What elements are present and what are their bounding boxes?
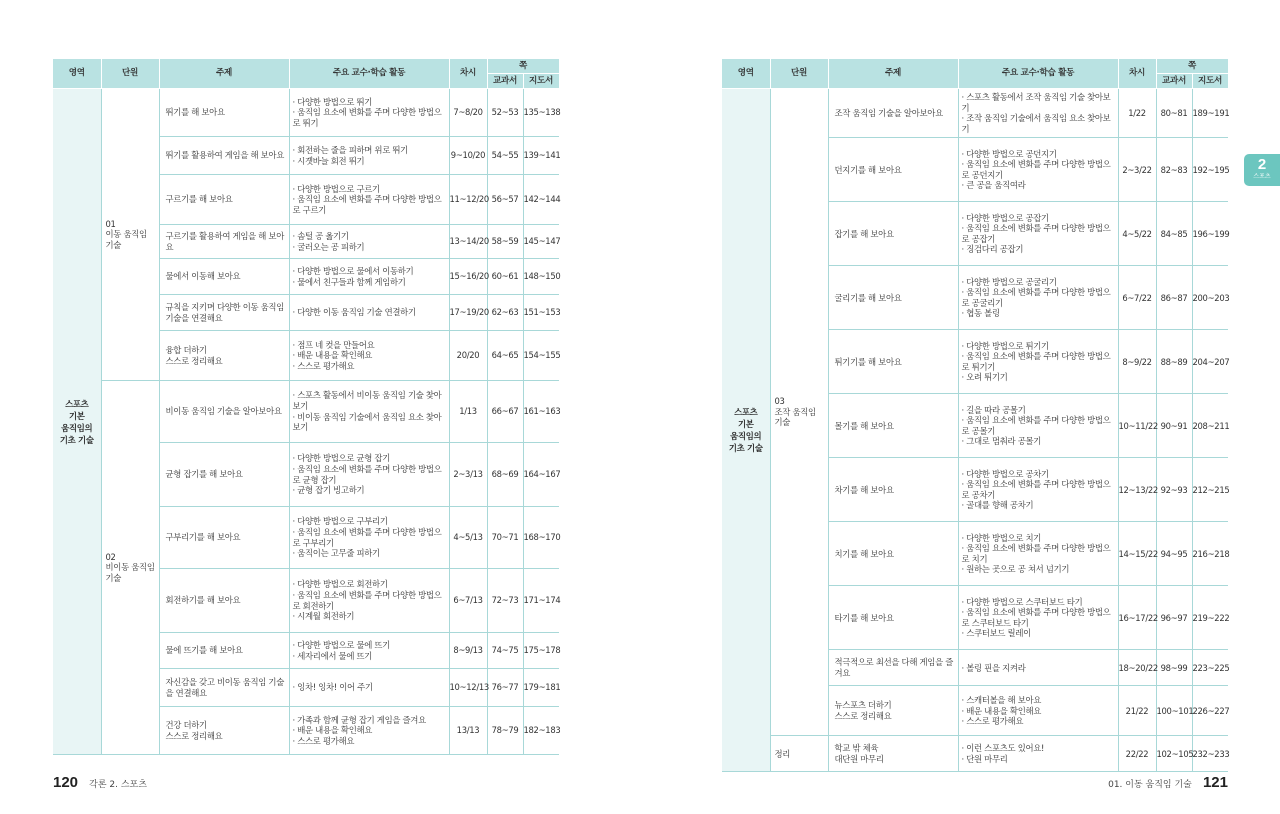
textbook-page-cell: 100~101 <box>1156 686 1192 736</box>
guide-page-cell: 171~174 <box>523 569 559 633</box>
activities-cell <box>289 443 449 507</box>
guide-page-cell: 196~199 <box>1192 202 1228 266</box>
activity-item: · 균형 잡기 빙고하기 <box>292 485 365 496</box>
curriculum-table-right <box>722 58 1229 772</box>
topic-cell: 던지기를 해 보아요 <box>828 138 958 202</box>
activity-item: · 배운 내용을 확인해요 <box>292 350 373 361</box>
sessions-cell: 13/13 <box>449 707 487 755</box>
activity-item: · 시곗바늘 회전 뛰기 <box>292 155 365 166</box>
guide-page-cell: 168~170 <box>523 507 559 569</box>
activity-item: · 스스로 평가해요 <box>961 716 1024 727</box>
topic-cell: 뉴스포츠 더하기 스스로 정리해요 <box>828 686 958 736</box>
activities-cell <box>289 569 449 633</box>
guide-page-cell: 175~178 <box>523 633 559 669</box>
textbook-page-cell: 82~83 <box>1156 138 1192 202</box>
activity-item: · 다양한 방법으로 스쿠터보드 타기 <box>961 596 1083 607</box>
unit-cell: 02 비이동 움직임 기술 <box>101 381 159 755</box>
guide-page-cell: 151~153 <box>523 295 559 331</box>
textbook-page-cell: 66~67 <box>487 381 523 443</box>
activities-cell <box>958 686 1118 736</box>
guide-page-cell: 179~181 <box>523 669 559 707</box>
header-area: 영역 <box>53 59 101 89</box>
activities-cell <box>958 394 1118 458</box>
sessions-cell: 2~3/22 <box>1118 138 1156 202</box>
activity-item: · 원하는 곳으로 공 쳐서 넘기기 <box>961 564 1070 575</box>
activity-item: · 움직임 요소에 변화를 주며 다양한 방법으로 균형 잡기 <box>292 463 442 485</box>
textbook-page-cell: 58~59 <box>487 225 523 259</box>
activity-item: · 다양한 방법으로 균형 잡기 <box>292 453 391 464</box>
topic-cell: 구르기를 활용하여 게임을 해 보아요 <box>159 225 289 259</box>
topic-cell: 차기를 해 보아요 <box>828 458 958 522</box>
guide-page-cell: 135~138 <box>523 89 559 137</box>
activities-cell <box>289 633 449 669</box>
guide-page-cell: 142~144 <box>523 175 559 225</box>
header-activities: 주요 교수·학습 활동 <box>958 59 1118 89</box>
activity-item: · 시계월 회전하기 <box>292 611 355 622</box>
unit-cell: 01 이동 움직임 기술 <box>101 89 159 381</box>
activity-item: · 다양한 이동 움직임 기술 연결하기 <box>292 307 416 318</box>
activity-item: · 오려 튀기기 <box>961 372 1008 383</box>
activity-item: · 다양한 방법으로 구부리기 <box>292 516 388 527</box>
header-page: 쪽 <box>1156 59 1228 74</box>
topic-cell: 비이동 움직임 기술을 알아보아요 <box>159 381 289 443</box>
activity-item: · 굴러오는 공 피하기 <box>292 241 365 252</box>
sessions-cell: 18~20/22 <box>1118 650 1156 686</box>
activity-item: · 징검다리 공잡기 <box>961 244 1024 255</box>
textbook-page-cell: 98~99 <box>1156 650 1192 686</box>
activity-item: · 움직임 요소에 변화를 주며 다양한 방법으로 구부리기 <box>292 526 442 548</box>
activities-cell <box>958 330 1118 394</box>
table-header <box>722 59 1228 89</box>
topic-cell: 물에 뜨기를 해 보아요 <box>159 633 289 669</box>
footer-left <box>53 772 153 791</box>
activity-item: · 물에서 친구들과 함께 게임하기 <box>292 276 406 287</box>
sessions-cell: 20/20 <box>449 331 487 381</box>
header-sessions: 차시 <box>449 59 487 89</box>
activities-cell <box>289 331 449 381</box>
textbook-page-cell: 80~81 <box>1156 89 1192 138</box>
guide-page-cell: 148~150 <box>523 259 559 295</box>
topic-cell: 조작 움직임 기술을 알아보아요 <box>828 89 958 138</box>
textbook-page-cell: 56~57 <box>487 175 523 225</box>
activity-item: · 다양한 방법으로 회전하기 <box>292 579 388 590</box>
table-row <box>722 89 1228 138</box>
guide-page-cell: 189~191 <box>1192 89 1228 138</box>
page-number: 120 <box>53 774 79 791</box>
table-row <box>53 381 559 443</box>
sessions-cell: 12~13/22 <box>1118 458 1156 522</box>
activity-item: · 길을 따라 공몰기 <box>961 404 1026 415</box>
sessions-cell: 1/13 <box>449 381 487 443</box>
sessions-cell: 6~7/22 <box>1118 266 1156 330</box>
activity-item: · 움직임 요소에 변화를 주며 다양한 방법으로 공굴리기 <box>961 287 1111 308</box>
sessions-cell: 15~16/20 <box>449 259 487 295</box>
activity-item: · 움직임 요소에 변화를 주며 다양한 방법으로 공잡기 <box>961 223 1111 244</box>
activities-cell <box>289 89 449 137</box>
activity-item: · 스캐터볼을 해 보아요 <box>961 694 1042 705</box>
activity-item: · 움직임 요소에 변화를 주며 다양한 방법으로 구르기 <box>292 194 442 215</box>
topic-cell: 잡기를 해 보아요 <box>828 202 958 266</box>
activity-item: · 움직이는 고무줄 피하기 <box>292 548 380 559</box>
header-topic: 주제 <box>159 59 289 89</box>
activity-item: · 협동 볼링 <box>961 308 1000 319</box>
guide-page-cell: 226~227 <box>1192 686 1228 736</box>
activity-item: · 움직임 요소에 변화를 주며 다양한 방법으로 치기 <box>961 543 1111 564</box>
activity-item: · 배운 내용을 확인해요 <box>961 705 1042 716</box>
sessions-cell: 8~9/13 <box>449 633 487 669</box>
activity-item: · 이런 스포츠도 있어요! <box>961 743 1045 754</box>
activity-item: · 다양한 방법으로 뛰기 <box>292 96 373 107</box>
activities-cell <box>958 522 1118 586</box>
activity-item: · 회전하는 줄을 피하며 위로 뛰기 <box>292 144 408 155</box>
guide-page-cell: 212~215 <box>1192 458 1228 522</box>
activities-cell <box>958 89 1118 138</box>
header-page: 쪽 <box>487 59 559 74</box>
sessions-cell: 11~12/20 <box>449 175 487 225</box>
topic-cell: 건강 더하기 스스로 정리해요 <box>159 707 289 755</box>
sessions-cell: 10~11/22 <box>1118 394 1156 458</box>
chapter-label: 스포츠 <box>1253 173 1271 180</box>
area-cell: 스포츠 기본 움직임의 기초 기술 <box>53 89 101 755</box>
activity-item: · 세자리에서 물에 뜨기 <box>292 650 373 661</box>
guide-page-cell: 223~225 <box>1192 650 1228 686</box>
footer-right <box>1102 772 1228 791</box>
guide-page-cell: 139~141 <box>523 137 559 175</box>
guide-page-cell: 154~155 <box>523 331 559 381</box>
header-area: 영역 <box>722 59 770 89</box>
header-textbook: 교과서 <box>1156 74 1192 89</box>
activities-cell <box>958 138 1118 202</box>
textbook-page-cell: 102~105 <box>1156 736 1192 772</box>
sessions-cell: 17~19/20 <box>449 295 487 331</box>
sessions-cell: 4~5/13 <box>449 507 487 569</box>
header-topic: 주제 <box>828 59 958 89</box>
guide-page-cell: 192~195 <box>1192 138 1228 202</box>
sessions-cell: 13~14/20 <box>449 225 487 259</box>
topic-cell: 치기를 해 보아요 <box>828 522 958 586</box>
sessions-cell: 2~3/13 <box>449 443 487 507</box>
textbook-page-cell: 72~73 <box>487 569 523 633</box>
footer-section-text: 01. 이동 움직임 기술 <box>1108 780 1192 790</box>
guide-page-cell: 161~163 <box>523 381 559 443</box>
activity-item: · 스포츠 활동에서 조작 움직임 기술 찾아보기 <box>961 92 1111 113</box>
textbook-page-cell: 76~77 <box>487 669 523 707</box>
table-body <box>53 89 559 755</box>
activity-item: · 다양한 방법으로 구르기 <box>292 183 380 194</box>
activity-item: · 비이동 움직임 기술에서 움직임 요소 찾아보기 <box>292 411 442 433</box>
activity-item: · 솜털 공 옮기기 <box>292 230 349 241</box>
textbook-page-cell: 70~71 <box>487 507 523 569</box>
activities-cell <box>289 137 449 175</box>
sessions-cell: 14~15/22 <box>1118 522 1156 586</box>
activity-item: · 다양한 방법으로 공차기 <box>961 468 1049 479</box>
textbook-page-cell: 62~63 <box>487 295 523 331</box>
topic-cell: 구부리기를 해 보아요 <box>159 507 289 569</box>
activity-item: · 그대로 멈춰라 공몰기 <box>961 436 1042 447</box>
header-textbook: 교과서 <box>487 74 523 89</box>
topic-cell: 규칙을 지키며 다양한 이동 움직임 기술을 연결해요 <box>159 295 289 331</box>
topic-cell: 융합 더하기 스스로 정리해요 <box>159 331 289 381</box>
activities-cell <box>289 707 449 755</box>
activity-item: · 다양한 방법으로 물에서 이동하기 <box>292 265 414 276</box>
activities-cell <box>958 458 1118 522</box>
table-row <box>722 736 1228 772</box>
guide-page-cell: 200~203 <box>1192 266 1228 330</box>
sessions-cell: 21/22 <box>1118 686 1156 736</box>
textbook-page-cell: 96~97 <box>1156 586 1192 650</box>
textbook-page-cell: 88~89 <box>1156 330 1192 394</box>
activity-item: · 큰 공을 움직여라 <box>961 180 1026 191</box>
activity-item: · 가족과 함께 균형 잡기 게임을 즐겨요 <box>292 714 426 725</box>
textbook-page-cell: 60~61 <box>487 259 523 295</box>
sessions-cell: 9~10/20 <box>449 137 487 175</box>
activities-cell <box>289 259 449 295</box>
topic-cell: 굴리기를 해 보아요 <box>828 266 958 330</box>
guide-page-cell: 182~183 <box>523 707 559 755</box>
guide-page-cell: 204~207 <box>1192 330 1228 394</box>
textbook-page-cell: 84~85 <box>1156 202 1192 266</box>
sessions-cell: 10~12/13 <box>449 669 487 707</box>
chapter-number: 2 <box>1257 156 1267 173</box>
table-header <box>53 59 559 89</box>
guide-page-cell: 208~211 <box>1192 394 1228 458</box>
textbook-page-cell: 94~95 <box>1156 522 1192 586</box>
topic-cell: 뛰기를 해 보아요 <box>159 89 289 137</box>
activity-item: · 움직임 요소에 변화를 주며 다양한 방법으로 회전하기 <box>292 589 442 611</box>
topic-cell: 균형 잡기를 해 보아요 <box>159 443 289 507</box>
activities-cell <box>289 175 449 225</box>
guide-page-cell: 219~222 <box>1192 586 1228 650</box>
footer-section-text: 각론 2. 스포츠 <box>89 780 147 790</box>
topic-cell: 몰기를 해 보아요 <box>828 394 958 458</box>
activity-item: · 다양한 방법으로 공잡기 <box>961 212 1049 223</box>
header-sessions: 차시 <box>1118 59 1156 89</box>
activity-item: · 단원 마무리 <box>961 753 1008 764</box>
unit-cell: 03 조작 움직임 기술 <box>770 89 828 736</box>
topic-cell: 뛰기를 활용하여 게임을 해 보아요 <box>159 137 289 175</box>
activity-item: · 움직임 요소에 변화를 주며 다양한 방법으로 튀기기 <box>961 351 1111 372</box>
guide-page-cell: 232~233 <box>1192 736 1228 772</box>
sessions-cell: 8~9/22 <box>1118 330 1156 394</box>
guide-page-cell: 164~167 <box>523 443 559 507</box>
activity-item: · 스스로 평가해요 <box>292 735 355 746</box>
sessions-cell: 6~7/13 <box>449 569 487 633</box>
textbook-page-cell: 78~79 <box>487 707 523 755</box>
topic-cell: 타기를 해 보아요 <box>828 586 958 650</box>
activity-item: · 배운 내용을 확인해요 <box>292 725 373 736</box>
activity-item: · 움직임 요소에 변화를 주며 다양한 방법으로 공던지기 <box>961 159 1111 180</box>
activity-item: · 다양한 방법으로 공던지기 <box>961 148 1057 159</box>
topic-cell: 회전하기를 해 보아요 <box>159 569 289 633</box>
sessions-cell: 16~17/22 <box>1118 586 1156 650</box>
activity-item: · 움직임 요소에 변화를 주며 다양한 방법으로 뛰기 <box>292 107 442 128</box>
textbook-page-cell: 68~69 <box>487 443 523 507</box>
activities-cell <box>958 736 1118 772</box>
textbook-page-cell: 64~65 <box>487 331 523 381</box>
sessions-cell: 22/22 <box>1118 736 1156 772</box>
textbook-page-cell: 74~75 <box>487 633 523 669</box>
activity-item: · 조작 움직임 기술에서 움직임 요소 찾아보기 <box>961 113 1111 134</box>
activity-item: · 다양한 방법으로 공굴리기 <box>961 276 1057 287</box>
activities-cell <box>289 507 449 569</box>
topic-cell: 적극적으로 최선을 다해 게임을 즐겨요 <box>828 650 958 686</box>
curriculum-table-left <box>53 58 560 755</box>
activities-cell <box>289 225 449 259</box>
table-body <box>722 89 1228 772</box>
activities-cell <box>958 650 1118 686</box>
sessions-cell: 7~8/20 <box>449 89 487 137</box>
chapter-side-tab[interactable] <box>1244 154 1280 186</box>
topic-cell: 물에서 이동해 보아요 <box>159 259 289 295</box>
header-unit: 단원 <box>101 59 159 89</box>
activity-item: · 점프 네 컷을 만들어요 <box>292 339 375 350</box>
activities-cell <box>958 202 1118 266</box>
textbook-page-cell: 92~93 <box>1156 458 1192 522</box>
activity-item: · 움직임 요소에 변화를 주며 다양한 방법으로 공차기 <box>961 479 1111 500</box>
header-unit: 단원 <box>770 59 828 89</box>
activities-cell <box>958 266 1118 330</box>
activity-item: · 움직임 요소에 변화를 주며 다양한 방법으로 공몰기 <box>961 415 1111 436</box>
activity-item: · 스포츠 활동에서 비이동 움직임 기술 찾아보기 <box>292 390 442 411</box>
guide-page-cell: 216~218 <box>1192 522 1228 586</box>
guide-page-cell: 145~147 <box>523 225 559 259</box>
textbook-page-cell: 52~53 <box>487 89 523 137</box>
activity-item: · 잉차! 잉차! 이어 주기 <box>292 682 373 693</box>
activity-item: · 골대를 향해 공차기 <box>961 500 1034 511</box>
header-guide: 지도서 <box>523 74 559 89</box>
topic-cell: 튀기기를 해 보아요 <box>828 330 958 394</box>
textbook-page-cell: 86~87 <box>1156 266 1192 330</box>
topic-cell: 자신감을 갖고 비이동 움직임 기술을 연결해요 <box>159 669 289 707</box>
activity-item: · 움직임 요소에 변화를 주며 다양한 방법으로 스쿠터보드 타기 <box>961 607 1111 628</box>
activities-cell <box>289 669 449 707</box>
sessions-cell: 4~5/22 <box>1118 202 1156 266</box>
activities-cell <box>289 381 449 443</box>
activity-item: · 스스로 평가해요 <box>292 360 355 371</box>
activity-item: · 다양한 방법으로 물에 뜨기 <box>292 639 391 650</box>
topic-cell: 학교 밖 체육 대단원 마무리 <box>828 736 958 772</box>
textbook-page-cell: 90~91 <box>1156 394 1192 458</box>
activity-item: · 다양한 방법으로 치기 <box>961 532 1042 543</box>
activity-item: · 볼링 핀을 지켜라 <box>961 662 1026 673</box>
activity-item: · 다양한 방법으로 튀기기 <box>961 340 1049 351</box>
area-cell: 스포츠 기본 움직임의 기초 기술 <box>722 89 770 772</box>
page-number: 121 <box>1202 774 1228 791</box>
header-activities: 주요 교수·학습 활동 <box>289 59 449 89</box>
textbook-page-cell: 54~55 <box>487 137 523 175</box>
sessions-cell: 1/22 <box>1118 89 1156 138</box>
header-guide: 지도서 <box>1192 74 1228 89</box>
activity-item: · 스쿠터보드 릴레이 <box>961 628 1031 639</box>
table-row <box>53 89 559 137</box>
unit-cell: 정리 <box>770 736 828 772</box>
topic-cell: 구르기를 해 보아요 <box>159 175 289 225</box>
activities-cell <box>958 586 1118 650</box>
activities-cell <box>289 295 449 331</box>
